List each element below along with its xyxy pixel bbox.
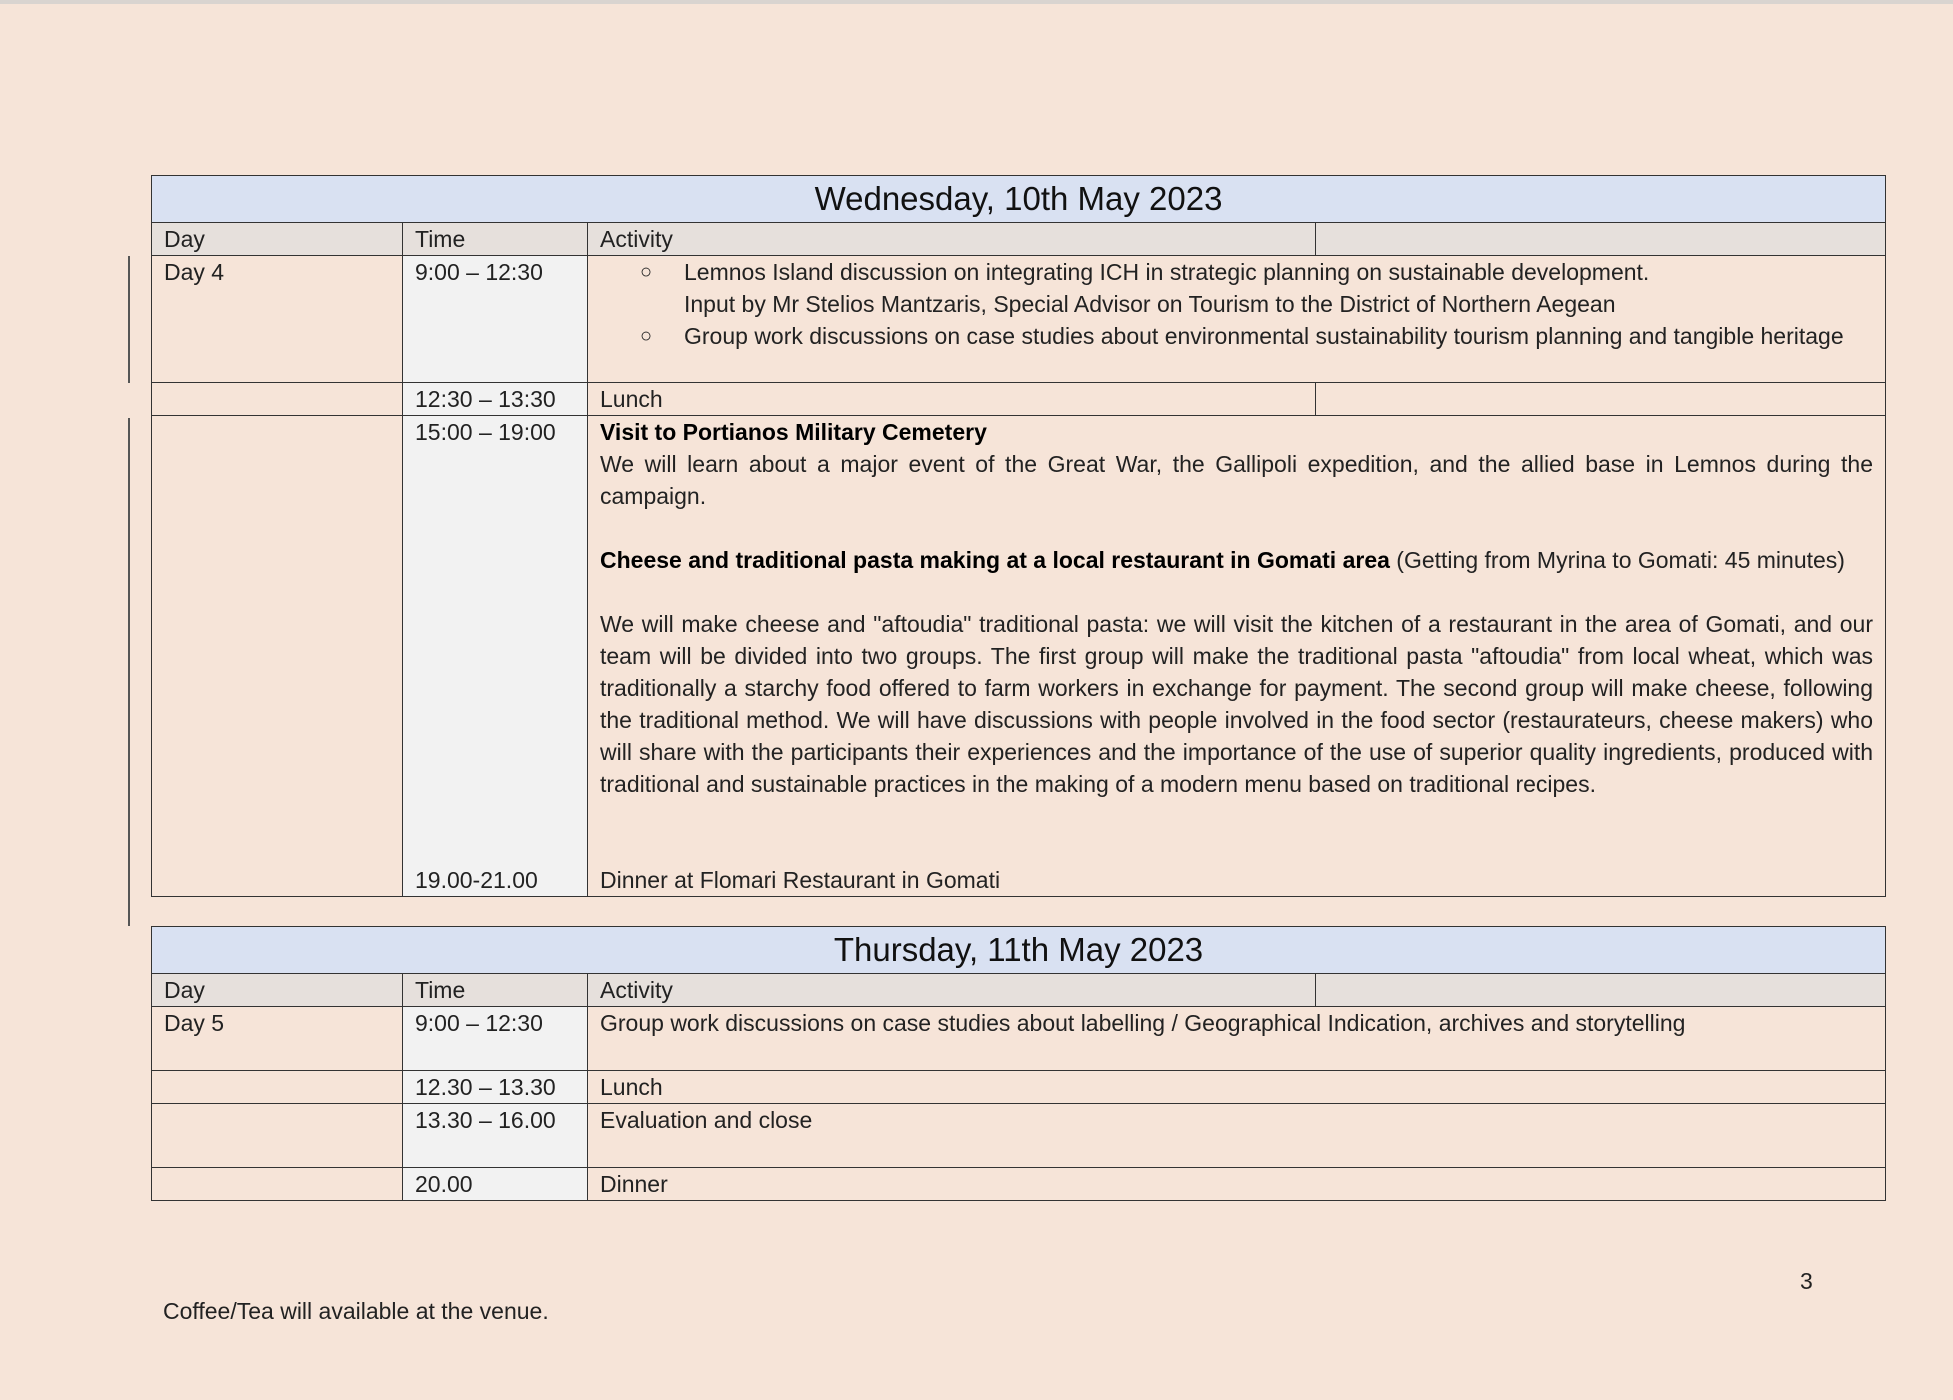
column-empty	[1316, 223, 1886, 256]
column-day: Day	[152, 974, 403, 1007]
schedule-table-wednesday	[151, 175, 1886, 897]
column-time: Time	[403, 974, 588, 1007]
activity-heading-line	[600, 544, 1873, 576]
change-bar	[128, 256, 130, 383]
table-row	[152, 1071, 1886, 1104]
day-label: Day 4	[152, 256, 403, 383]
time-cell: 13.30 – 16.00	[403, 1104, 588, 1168]
table-row	[152, 1104, 1886, 1168]
activity-note: (Getting from Myrina to Gomati: 45 minutes)	[1389, 547, 1845, 573]
column-activity: Activity	[588, 974, 1316, 1007]
empty-cell	[1316, 383, 1886, 416]
day-title: Thursday, 11th May 2023	[152, 927, 1886, 974]
column-day: Day	[152, 223, 403, 256]
list-item: ○ Group work discussions on case studies about environmental sustainability tourism planning and tangible heritage	[640, 320, 1873, 352]
column-empty	[1316, 974, 1886, 1007]
activity-cell	[588, 416, 1886, 897]
time-label: 19.00-21.00	[415, 867, 538, 893]
day-cell	[152, 1168, 403, 1201]
activity-cell: Evaluation and close	[588, 1104, 1886, 1168]
activity-cell	[588, 256, 1886, 383]
footer-note: Coffee/Tea will available at the venue.	[163, 1298, 549, 1324]
top-border	[0, 0, 1953, 4]
time-label: 15:00 – 19:00	[415, 419, 556, 445]
activity-text: We will make cheese and "aftoudia" traditional pasta: we will visit the kitchen of a restaurant in the area of Gomati, and our team will be divided into two groups. The first group will make the traditional pasta "aftoudia" from local wheat, which was traditionally a starchy food offered to farm workers in exchange for payment. The second group will make cheese, following the traditional method. We will have discussions with people involved in the food sector (restaurateurs, cheese makers) who will share with the participants their experiences and the importance of the use of superior quality ingredients, produced with traditional and sustainable practices in the making of a modern menu based on traditional recipes.	[600, 611, 1874, 797]
activity-heading: Cheese and traditional pasta making at a local restaurant in Gomati area	[600, 547, 1390, 573]
activity-text: Dinner at Flomari Restaurant in Gomati	[600, 867, 1001, 893]
day-cell	[152, 1104, 403, 1168]
day-label: Day 5	[152, 1007, 403, 1071]
day-title: Wednesday, 10th May 2023	[152, 176, 1886, 223]
schedule-table-thursday	[151, 926, 1886, 1201]
list-item	[640, 256, 1873, 320]
change-bar	[128, 418, 130, 926]
time-cell: 12:30 – 13:30	[403, 383, 588, 416]
activity-cell: Lunch	[588, 1071, 1886, 1104]
activity-text: We will learn about a major event of the Great War, the Gallipoli expedition, and the allied base in Lemnos during the campaign.	[600, 451, 1874, 509]
time-cell: 12.30 – 13.30	[403, 1071, 588, 1104]
activity-cell: Dinner	[588, 1168, 1886, 1201]
table-row	[152, 1168, 1886, 1201]
activity-text: Lemnos Island discussion on integrating ICH in strategic planning on sustainable development.	[684, 259, 1650, 285]
table-row	[152, 256, 1886, 383]
time-cell: 9:00 – 12:30	[403, 256, 588, 383]
activity-cell: Lunch	[588, 383, 1316, 416]
page-number: 3	[1800, 1268, 1813, 1294]
activity-heading: Visit to Portianos Military Cemetery	[600, 419, 987, 445]
activity-cell: Group work discussions on case studies about labelling / Geographical Indication, archives and storytelling	[588, 1007, 1886, 1071]
day-cell	[152, 416, 403, 897]
column-activity: Activity	[588, 223, 1316, 256]
table-row	[152, 416, 1886, 897]
column-header-row	[152, 223, 1886, 256]
time-cell: 20.00	[403, 1168, 588, 1201]
time-cell: 9:00 – 12:30	[403, 1007, 588, 1071]
table-row	[152, 1007, 1886, 1071]
activity-text: Input by Mr Stelios Mantzaris, Special Advisor on Tourism to the District of Northern Aegean	[684, 291, 1616, 317]
column-time: Time	[403, 223, 588, 256]
day-cell	[152, 1071, 403, 1104]
day-cell	[152, 383, 403, 416]
time-cell	[403, 416, 588, 897]
table-row	[152, 383, 1886, 416]
column-header-row	[152, 974, 1886, 1007]
